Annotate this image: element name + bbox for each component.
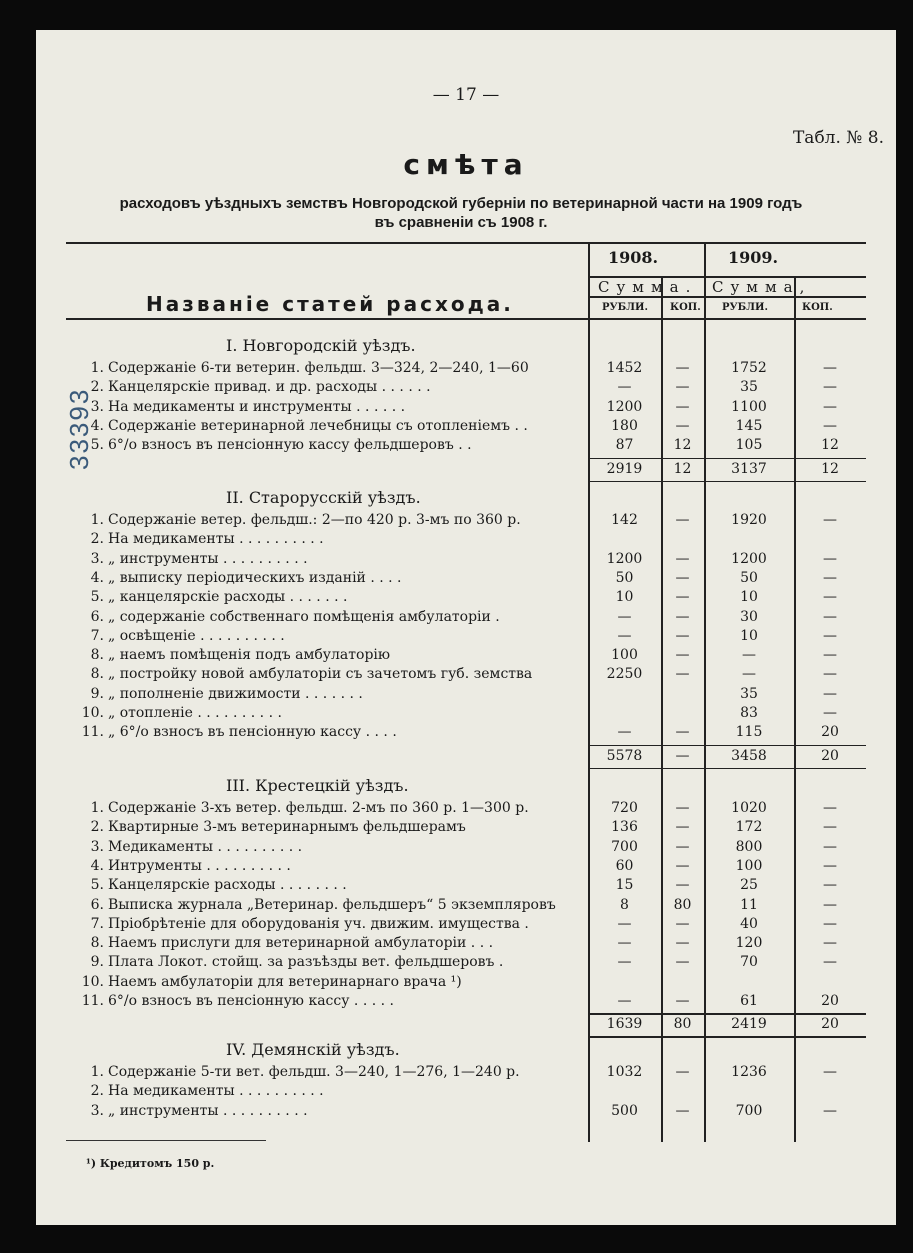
cell-k08: — <box>675 627 690 644</box>
cell-r09: 40 <box>740 915 758 932</box>
row-number: 2. <box>90 1083 104 1100</box>
header-rule-2 <box>588 296 866 298</box>
cell-r08: 1032 <box>606 1064 643 1080</box>
table-row <box>36 800 588 819</box>
cell-r09: 1200 <box>731 550 767 567</box>
cell-r09: 100 <box>735 857 763 874</box>
cell-r08: — <box>617 724 632 741</box>
table-row <box>36 705 588 724</box>
row-number: 5. <box>90 877 104 894</box>
table-row <box>36 724 588 743</box>
header-year-1909: 1909. <box>728 248 779 267</box>
cell-r09: 120 <box>735 935 763 952</box>
row-text: „ инструменты . . . . . . . . . . <box>108 1102 308 1119</box>
cell-k09: — <box>823 417 837 434</box>
table-row <box>36 512 588 531</box>
cell-r09: 1020 <box>731 800 767 816</box>
header-year-1908: 1908. <box>608 248 659 267</box>
table-row <box>36 570 588 589</box>
row-text: „ отопленіе . . . . . . . . . . <box>108 705 282 721</box>
row-number: 1. <box>90 512 104 528</box>
row-number: 8. <box>90 935 104 952</box>
row-text: Содержаніе 5-ти вет. фельдш. 3—240, 1—276, 1—240 р. <box>108 1064 520 1080</box>
cell-r09: 61 <box>740 993 758 1009</box>
row-text: Наемъ амбулаторіи для ветеринарнаго врача ¹) <box>108 973 462 990</box>
table-row <box>36 954 588 973</box>
total-r09: 3458 <box>731 747 767 764</box>
row-number: 8. <box>90 666 104 683</box>
row-text: Пріобрѣтеніе для оборудованія уч. движим. имущества . <box>108 915 529 932</box>
cell-r09: 145 <box>735 417 763 434</box>
header-kop-1908: КОП. <box>670 302 701 313</box>
row-number: 2. <box>90 379 104 396</box>
total-k09: 20 <box>821 1016 839 1033</box>
total-rule <box>588 1013 866 1015</box>
subtitle-line-1: расходовъ уѣздныхъ земствъ Новгородской губерніи по ветеринарной части на 1909 годъ <box>119 195 803 212</box>
total-k08: — <box>675 747 690 764</box>
cell-k09: — <box>823 608 837 625</box>
cell-r08: — <box>617 608 632 625</box>
row-text: Канцелярскіе привад. и др. расходы . . . . . . <box>108 379 431 396</box>
cell-r09: 83 <box>740 705 758 721</box>
cell-r08: — <box>617 379 632 396</box>
total-r09: 3137 <box>731 460 767 477</box>
section-title: II. Старорусскій уѣздъ. <box>226 488 421 507</box>
table-row <box>36 839 588 858</box>
cell-k09: — <box>823 647 837 664</box>
total-rule <box>588 745 866 747</box>
cell-k09: 20 <box>821 724 839 741</box>
cell-r09: 1100 <box>731 398 767 415</box>
row-number: 10. <box>81 973 104 990</box>
cell-k09: — <box>823 819 837 836</box>
cell-k08: — <box>675 857 690 874</box>
row-number: 11. <box>81 724 104 741</box>
cell-k08: — <box>675 666 690 683</box>
cell-k09: — <box>823 379 837 396</box>
table-row <box>36 628 588 647</box>
total-k08: 80 <box>673 1016 692 1033</box>
cell-k09: — <box>823 877 837 894</box>
document-subtitle <box>76 194 846 232</box>
cell-k08: — <box>675 819 690 836</box>
section-title: I. Новгородскій уѣздъ. <box>226 336 416 355</box>
cell-k08: — <box>675 550 690 567</box>
cell-k09: — <box>823 360 837 376</box>
row-text: „ наемъ помѣщенія подъ амбулаторію <box>108 647 391 664</box>
cell-k08: — <box>675 1064 690 1080</box>
cell-k08: — <box>675 569 690 586</box>
cell-k09: — <box>823 800 837 816</box>
row-number: 9. <box>90 954 104 971</box>
row-text: „ инструменты . . . . . . . . . . <box>108 550 308 567</box>
row-text: 6°/о взносъ въ пенсіонную кассу . . . . . <box>108 993 394 1009</box>
row-number: 1. <box>90 800 104 816</box>
row-number: 3. <box>90 398 104 415</box>
row-number: 2. <box>90 531 104 548</box>
cell-r09: 30 <box>740 608 758 625</box>
cell-r08: 50 <box>615 569 634 586</box>
cell-k09: — <box>823 915 837 932</box>
table-row <box>36 916 588 935</box>
cell-r08: 87 <box>615 437 634 454</box>
cell-k09: — <box>823 685 837 702</box>
total-rule <box>588 1036 866 1038</box>
row-number: 4. <box>90 857 104 874</box>
row-number: 3. <box>90 838 104 855</box>
total-k08: 12 <box>673 460 692 477</box>
total-rule <box>588 481 866 483</box>
row-text: Медикаменты . . . . . . . . . . <box>108 838 303 855</box>
total-k09: 12 <box>821 460 839 477</box>
cell-r08: 136 <box>611 819 638 836</box>
cell-r09: 35 <box>740 379 758 396</box>
row-text: Выписка журнала „Ветеринар. фельдшеръ“ 5 экземпляровъ <box>108 896 556 913</box>
cell-k09: — <box>823 954 837 971</box>
row-number: 5. <box>90 589 104 606</box>
cell-r09: — <box>742 666 756 683</box>
total-rule <box>588 458 866 460</box>
cell-k08: — <box>675 935 690 952</box>
cell-r08: 8 <box>620 896 629 913</box>
cell-r08: — <box>617 954 632 971</box>
table-row <box>36 819 588 838</box>
table-row <box>36 974 588 993</box>
table-label: Табл. № 8. <box>792 128 884 148</box>
cell-r09: 1236 <box>731 1064 767 1080</box>
table-row <box>36 418 588 437</box>
cell-r08: 60 <box>615 857 634 874</box>
table-row <box>36 609 588 628</box>
row-text: „ содержаніе собственнаго помѣщенія амбулаторіи . <box>108 608 500 625</box>
table-row <box>36 379 588 398</box>
cell-r09: 115 <box>735 724 763 741</box>
cell-r09: 700 <box>735 1102 763 1119</box>
row-text: На медикаменты . . . . . . . . . . <box>108 531 324 548</box>
row-text: „ выписку періодическихъ изданій . . . . <box>108 569 402 586</box>
cell-r09: 70 <box>740 954 758 971</box>
cell-r08: 15 <box>615 877 634 894</box>
row-number: 3. <box>90 550 104 567</box>
cell-r08: 2250 <box>606 666 643 683</box>
cell-k09: — <box>823 705 837 721</box>
row-number: 2. <box>90 819 104 836</box>
cell-k09: — <box>823 935 837 952</box>
cell-k08: 12 <box>673 437 692 454</box>
row-number: 7. <box>90 627 104 644</box>
cell-k09: 20 <box>821 993 839 1009</box>
total-k09: 20 <box>821 747 839 764</box>
cell-k08: — <box>675 838 690 855</box>
cell-k09: — <box>823 550 837 567</box>
footnote: ¹) Кредитомъ 150 р. <box>86 1157 215 1170</box>
table-row <box>36 858 588 877</box>
cell-k09: — <box>823 666 837 683</box>
section-title: III. Крестецкій уѣздъ. <box>226 776 409 795</box>
cell-r08: 142 <box>611 512 638 528</box>
cell-r09: 105 <box>735 437 763 454</box>
row-number: 1. <box>90 360 104 376</box>
section-title: IV. Демянскій уѣздъ. <box>226 1040 400 1059</box>
cell-r09: 1920 <box>731 512 767 528</box>
cell-r08: 720 <box>611 800 638 816</box>
document-title: смѣта <box>403 148 529 181</box>
row-number: 4. <box>90 417 104 434</box>
cell-r09: 10 <box>740 589 758 606</box>
total-r08: 5578 <box>606 747 643 764</box>
cell-r08: 1200 <box>606 550 643 567</box>
cell-r08: 500 <box>611 1102 638 1119</box>
cell-r08: — <box>617 993 632 1009</box>
header-kop-1909: КОП. <box>802 302 833 313</box>
cell-r09: 1752 <box>731 360 767 376</box>
row-text: Содержаніе 6-ти ветерин. фельдш. 3—324, 2—240, 1—60 <box>108 360 529 376</box>
cell-k08: — <box>675 1102 690 1119</box>
table-row <box>36 551 588 570</box>
cell-k09: — <box>823 857 837 874</box>
table-row <box>36 531 588 550</box>
cell-k08: 80 <box>673 896 692 913</box>
cell-k08: — <box>675 800 690 816</box>
cell-r08: — <box>617 935 632 952</box>
cell-r08: 1200 <box>606 398 643 415</box>
header-rub-1909: РУБЛИ. <box>722 302 768 313</box>
table-top-rule <box>66 242 866 244</box>
table-row <box>36 666 588 685</box>
row-number: 9. <box>90 685 104 702</box>
cell-r09: 172 <box>735 819 763 836</box>
row-text: Содержаніе ветеринарной лечебницы съ отопленіемъ . . <box>108 417 528 434</box>
table-row <box>36 993 588 1012</box>
cell-k08: — <box>675 915 690 932</box>
row-text: Содержаніе 3-хъ ветер. фельдш. 2-мъ по 360 р. 1—300 р. <box>108 800 529 816</box>
row-number: 8. <box>90 647 104 664</box>
cell-k08: — <box>675 417 690 434</box>
cell-k08: — <box>675 589 690 606</box>
cell-k09: — <box>823 838 837 855</box>
cell-k09: — <box>823 627 837 644</box>
total-rule <box>588 768 866 770</box>
cell-r09: 10 <box>740 627 758 644</box>
cell-k08: — <box>675 993 690 1009</box>
row-number: 4. <box>90 569 104 586</box>
cell-r08: 10 <box>615 589 634 606</box>
header-summa-1909: Сумма, <box>712 278 812 296</box>
table-row <box>36 399 588 418</box>
margin-handwritten-number: 33393 <box>64 387 94 470</box>
row-text: „ 6°/о взносъ въ пенсіонную кассу . . . . <box>108 724 397 741</box>
table-row <box>36 1103 588 1122</box>
header-summa-1908: Сумма. <box>598 278 698 296</box>
table-row <box>36 647 588 666</box>
row-text: Содержаніе ветер. фельдш.: 2—по 420 р. 3-мъ по 360 р. <box>108 512 521 528</box>
header-bottom-rule <box>66 318 866 320</box>
subtitle-line-2: въ сравненіи съ 1908 г. <box>374 214 548 231</box>
table-row <box>36 1083 588 1102</box>
total-r08: 1639 <box>606 1016 643 1033</box>
cell-r09: 50 <box>740 569 758 586</box>
cell-k08: — <box>675 512 690 528</box>
row-text: Плата Локот. стойщ. за разъѣзды вет. фельдшеровъ . <box>108 954 504 971</box>
row-text: „ постройку новой амбулаторіи съ зачетомъ губ. земства <box>108 666 533 683</box>
row-number: 1. <box>90 1064 104 1080</box>
cell-k08: — <box>675 360 690 376</box>
row-text: Канцелярскіе расходы . . . . . . . . <box>108 877 347 894</box>
cell-k09: — <box>823 398 837 415</box>
total-r09: 2419 <box>731 1016 767 1033</box>
cell-k08: — <box>675 379 690 396</box>
cell-k09: — <box>823 569 837 586</box>
row-text: Интрументы . . . . . . . . . . <box>108 857 291 874</box>
table-row <box>36 686 588 705</box>
row-number: 5. <box>90 437 104 454</box>
cell-k08: — <box>675 647 690 664</box>
row-number: 6. <box>90 896 104 913</box>
row-text: „ канцелярскіе расходы . . . . . . . <box>108 589 348 606</box>
cell-k08: — <box>675 398 690 415</box>
row-number: 3. <box>90 1102 104 1119</box>
row-number: 11. <box>81 993 104 1009</box>
cell-r08: — <box>617 627 632 644</box>
cell-r08: 100 <box>611 647 638 664</box>
document-page <box>36 30 896 1225</box>
cell-k08: — <box>675 954 690 971</box>
cell-r09: 25 <box>740 877 758 894</box>
header-rub-1908: РУБЛИ. <box>602 302 648 313</box>
total-r08: 2919 <box>606 460 643 477</box>
table-row <box>36 437 588 456</box>
cell-r08: 700 <box>611 838 638 855</box>
cell-r08: — <box>617 915 632 932</box>
row-text: Квартирные 3-мъ ветеринарнымъ фельдшерамъ <box>108 819 466 836</box>
row-number: 7. <box>90 915 104 932</box>
cell-k08: — <box>675 724 690 741</box>
table-row <box>36 935 588 954</box>
cell-r08: 180 <box>611 417 638 434</box>
cell-r08: 1452 <box>606 360 643 376</box>
table-row <box>36 589 588 608</box>
row-text: На медикаменты и инструменты . . . . . . <box>108 398 406 415</box>
header-name-column: Названіе статей расхода. <box>146 292 514 316</box>
row-number: 10. <box>81 705 104 721</box>
row-text: „ освѣщеніе . . . . . . . . . . <box>108 627 285 644</box>
cell-k09: — <box>823 896 837 913</box>
cell-k08: — <box>675 877 690 894</box>
cell-r09: 35 <box>740 685 758 702</box>
row-text: Наемъ прислуги для ветеринарной амбулаторіи . . . <box>108 935 494 952</box>
cell-r09: — <box>742 647 756 664</box>
page-number: — 17 — <box>432 85 500 105</box>
cell-r09: 800 <box>735 838 763 855</box>
cell-k09: — <box>823 1064 837 1080</box>
cell-k09: 12 <box>821 437 839 454</box>
cell-r09: 11 <box>740 896 758 913</box>
table-row <box>36 1064 588 1083</box>
cell-k09: — <box>823 1102 837 1119</box>
table-row <box>36 877 588 896</box>
cell-k09: — <box>823 512 837 528</box>
cell-k08: — <box>675 608 690 625</box>
cell-k09: — <box>823 589 837 606</box>
table-row <box>36 897 588 916</box>
row-text: На медикаменты . . . . . . . . . . <box>108 1083 324 1100</box>
row-text: 6°/о взносъ въ пенсіонную кассу фельдшеровъ . . <box>108 437 472 454</box>
row-number: 6. <box>90 608 104 625</box>
footnote-rule <box>66 1140 266 1141</box>
row-text: „ пополненіе движимости . . . . . . . <box>108 685 363 702</box>
table-row <box>36 360 588 379</box>
